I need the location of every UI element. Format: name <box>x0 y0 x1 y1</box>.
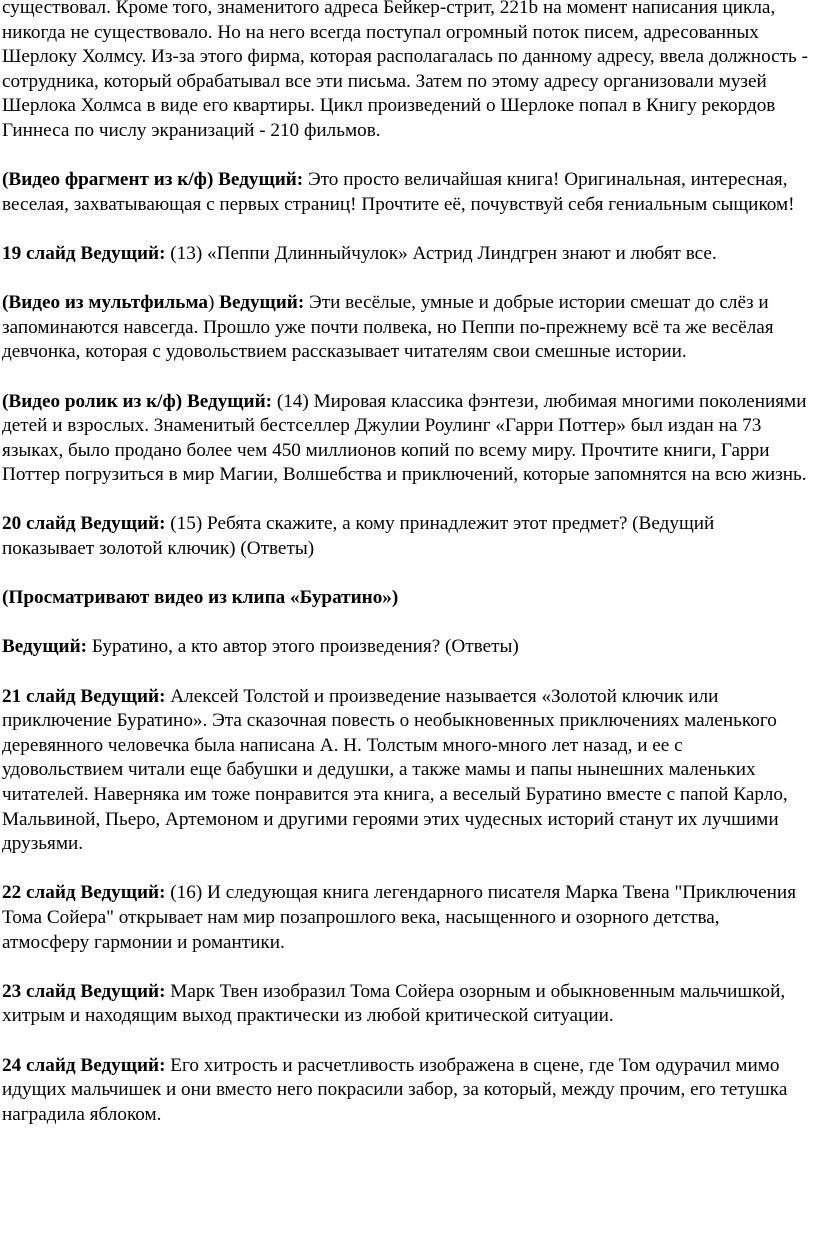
paragraph-text: Эти весёлые, умные и добрые истории смешат до слёз и запоминаются навсегда. Прошло уже почти полвека, но Пеппи по-прежнему всё та же весёлая девчонка, которая с удовольствием рассказывает читателям свои смешные истории. <box>2 292 774 363</box>
paragraph-sherlock-museum <box>2 0 808 144</box>
speaker-label: 20 слайд Ведущий: <box>2 513 166 535</box>
speaker-label: 23 слайд Ведущий: <box>2 980 166 1002</box>
paragraph-text: Буратино, а кто автор этого произведения? (Ответы) <box>87 636 519 658</box>
speaker-label: (Видео ролик из к/ф) Ведущий: <box>2 390 273 412</box>
stage-direction: (Просматривают видео из клипа «Буратино») <box>2 587 399 609</box>
paragraph-text: (14) Мировая классика фэнтези, любимая многими поколениями детей и взрослых. Знаменитый бестселлер Джулии Роулинг «Гарри Поттер» был издан на 73 языках, было продано более чем 450 миллионов копий по всему миру. Прочтите книги, Гарри Поттер погрузиться в мир Магии, Волшебства и приключений, которые запомнятся на всю жизнь. <box>2 390 807 486</box>
paragraph-cartoon-video <box>2 291 808 365</box>
paragraph-text: (15) Ребята скажите, а кому принадлежит этот предмет? (Ведущий показывает золотой ключик) (Ответы) <box>2 513 715 560</box>
paragraph-text: существовал. Кроме того, знаменитого адреса Бейкер-стрит, 221b на момент написания цикла, никогда не существовало. Но на него всегда поступал огромный поток писем, адресованных Шерлоку Холмсу. Из-за этого фирма, которая располагалась по данному адресу, ввела должность - сотрудника, который обрабатывал все эти письма. Затем по этому адресу организовали музей Шерлока Холмса в виде его квартиры. Цикл произведений о Шерлоке попал в Книгу рекордов Гиннеса по числу экранизаций - 210 фильмов. <box>2 0 808 141</box>
paragraph-slide-22 <box>2 881 808 955</box>
paragraph-text: Это просто величайшая книга! Оригинальная, интересная, веселая, захватывающая с первых страниц! Прочтите её, почувствуй себя гениальным сыщиком! <box>2 169 795 215</box>
speaker-label: Ведущий: <box>214 292 305 314</box>
paragraph-buratino-question <box>2 635 808 660</box>
speaker-label: 21 слайд Ведущий: <box>2 685 166 707</box>
paragraph-slide-23 <box>2 980 808 1029</box>
speaker-label: Ведущий: <box>2 636 88 658</box>
paragraph-text: (13) «Пеппи Длинныйчулок» Астрид Линдгрен знают и любят все. <box>165 242 717 264</box>
paragraph-text: Алексей Толстой и произведение называется «Золотой ключик или приключение Буратино». Эта сказочная повесть о необыкновенных приключениях маленького деревянного человечка была написана А. Н. Толстым много-много лет назад, и ее с удовольствием читали еще бабушки и дедушки, а также мамы и папы нынешних маленьких читателей. Наверняка им тоже понравится эта книга, а веселый Буратино вместе с папой Карло, Мальвиной, Пьеро, Артемоном и другими героями этих чудесных историй станут их лучшими друзьями. <box>2 685 788 855</box>
speaker-label: 22 слайд Ведущий: <box>2 882 166 904</box>
paragraph-bracket: ) <box>207 292 215 314</box>
paragraph-text: Марк Твен изобразил Тома Сойера озорным и обыкновенным мальчишкой, хитрым и находящим выход практически из любой критической ситуации. <box>2 980 786 1027</box>
speaker-label: (Видео фрагмент из к/ф) Ведущий: <box>2 169 304 191</box>
paragraph-slide-20 <box>2 512 808 561</box>
paragraph-slide-19 <box>2 242 808 267</box>
paragraph-harry-potter <box>2 390 808 488</box>
speaker-label: 24 слайд Ведущий: <box>2 1054 166 1076</box>
paragraph-slide-21 <box>2 685 808 857</box>
paragraph-text: Его хитрость и расчетливость изображена в сцене, где Том одурачил мимо идущих мальчишек и они вместо него покрасили забор, за который, между прочим, его тетушка наградила яблоком. <box>2 1054 788 1125</box>
paragraph-slide-24 <box>2 1054 808 1128</box>
paragraph-buratino-video <box>2 586 808 611</box>
paragraph-video-fragment <box>2 168 808 217</box>
paragraph-text: (16) И следующая книга легендарного писателя Марка Твена "Приключения Тома Сойера" открывает нам мир позапрошлого века, насыщенного и озорного детства, атмосферу гармонии и романтики. <box>2 882 797 953</box>
speaker-label: 19 слайд Ведущий: <box>2 242 166 264</box>
speaker-label: (Видео из мультфильма <box>2 292 208 314</box>
